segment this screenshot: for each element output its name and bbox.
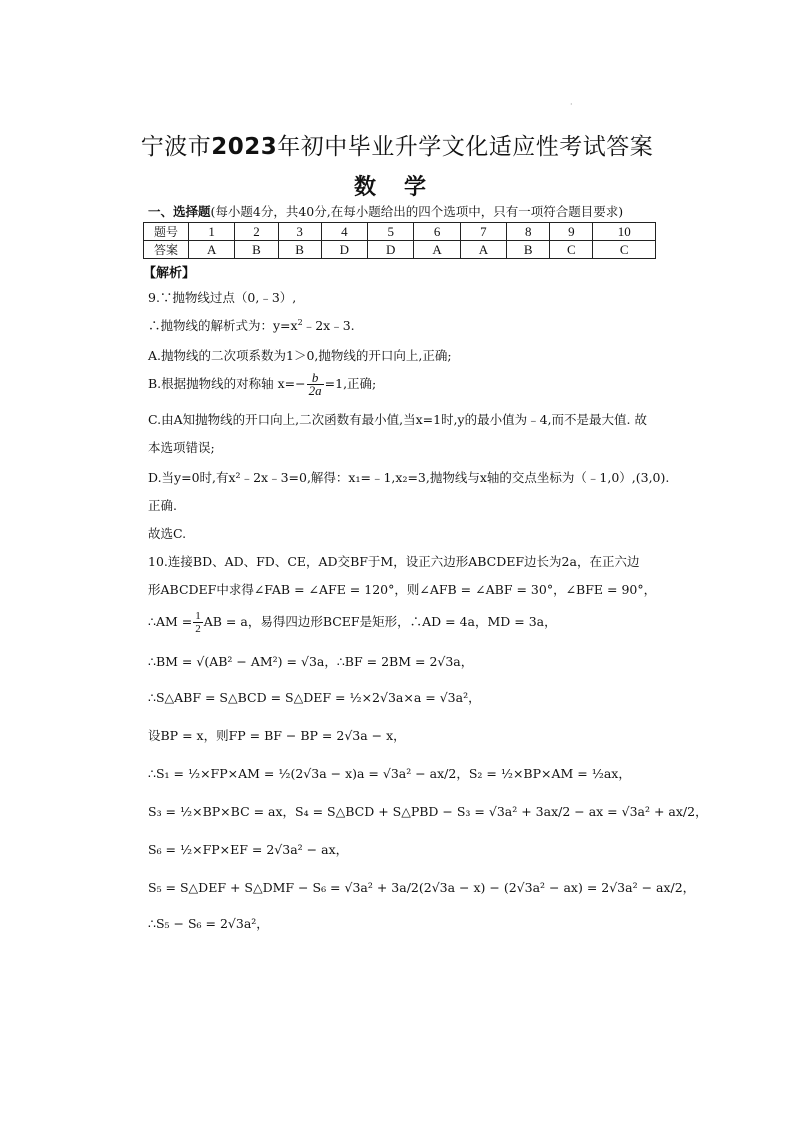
q9-line-8: 正确.	[148, 498, 177, 513]
question-number: 3	[278, 223, 321, 241]
analysis-heading: 【解析】	[143, 266, 196, 281]
q10-line-7: ∴S₁ = ½×FP×AM = ½(2√3a − x)a = √3a² − ax/2，S₂ = ½×BP×AM = ½ax，	[148, 766, 631, 781]
table-row-numbers	[144, 223, 656, 241]
q10-line-11: ∴S₅ − S₆ = 2√3a²，	[148, 916, 269, 931]
q10-line-10: S₅ = S△DEF + S△DMF − S₆ = √3a² + 3a/2(2√3a − x) − (2√3a² − ax) = 2√3a² − ax/2，	[148, 880, 696, 895]
answer-cell: D	[321, 241, 367, 259]
subject-heading: 数学	[353, 175, 454, 200]
question-number: 2	[235, 223, 278, 241]
row-label-number: 题号	[144, 223, 189, 241]
row-label-answer: 答案	[144, 241, 189, 259]
q9-line-6: 本选项错误;	[148, 440, 215, 455]
answer-cell: C	[593, 241, 656, 259]
q10-line-9: S₆ = ½×FP×EF = 2√3a² − ax，	[148, 842, 349, 857]
question-number: 5	[368, 223, 414, 241]
q9-line-5: C.由A知抛物线的开口向上,二次函数有最小值,当x=1时,y的最小值为﹣4,而不是最大值. 故	[148, 412, 647, 427]
fraction-one-half: $\frac{1}{2}$	[195, 610, 201, 635]
question-number: 6	[414, 223, 460, 241]
answer-cell: D	[368, 241, 414, 259]
q10-line-5: ∴S△ABF = S△BCD = S△DEF = ½×2√3a×a = √3a²，	[148, 690, 481, 705]
q10-line-2: 形ABCDEF中求得∠FAB = ∠AFE = 120°，则∠AFB = ∠ABF = 30°，∠BFE = 90°，	[148, 582, 657, 597]
q9-line-1: 9.∵抛物线过点（0,﹣3）,	[148, 290, 297, 305]
question-number: 4	[321, 223, 367, 241]
answer-cell: B	[235, 241, 278, 259]
section-note: (每小题4分，共40分,在每小题给出的四个选项中，只有一项符合题目要求)	[210, 204, 624, 219]
title-year: 2023	[211, 134, 278, 160]
answer-cell: A	[414, 241, 460, 259]
scan-speck: ·	[570, 100, 573, 109]
fraction-b-over-2a: $\frac{b}{2a}$	[308, 370, 322, 398]
q9-line-2: ∴抛物线的解析式为：$y=x^2﹣2x﹣3$.	[148, 318, 355, 333]
section-multiple-choice	[148, 202, 623, 220]
answer-cell: C	[550, 241, 593, 259]
document-title: 宁波市2023年初中毕业升学文化适应性考试答案	[140, 134, 654, 160]
q9-line-7: D.当y=0时,有x²﹣2x﹣3=0,解得：x₁=﹣1,x₂=3,抛物线与x轴的交点坐标为（﹣1,0）,(3,0).	[148, 470, 670, 485]
q10-line-3: ∴AM = $\frac{1}{2}$ AB = a，易得四边形BCEF是矩形，∴AD = 4a，MD = 3a，	[148, 610, 557, 635]
q9-line-9: 故选C.	[148, 526, 187, 541]
answer-cell: B	[507, 241, 550, 259]
question-number: 1	[189, 223, 235, 241]
q10-line-1: 10.连接BD、AD、FD、CE，AD交BF于M，设正六边形ABCDEF边长为2a，在正六边	[148, 554, 640, 569]
answer-cell: A	[189, 241, 235, 259]
q10-line-4: ∴BM = √(AB² − AM²) = √3a，∴BF = 2BM = 2√3a，	[148, 654, 474, 669]
answer-cell: A	[460, 241, 506, 259]
exponent-two: 2	[297, 318, 303, 327]
section-heading: 一、选择题	[148, 204, 211, 219]
question-number: 7	[460, 223, 506, 241]
answer-cell: B	[278, 241, 321, 259]
q9-line-4: B.根据抛物线的对称轴 x=− $\frac{b}{2a}$ =1,正确;	[148, 370, 377, 398]
question-number: 8	[507, 223, 550, 241]
table-row-answers	[144, 241, 656, 259]
question-number: 10	[593, 223, 656, 241]
question-number: 9	[550, 223, 593, 241]
q10-line-8: S₃ = ½×BP×BC = ax，S₄ = S△BCD + S△PBD − S₃ = √3a² + 3ax/2 − ax = √3a² + ax/2，	[148, 804, 708, 819]
q10-line-6: 设BP = x，则FP = BF − BP = 2√3a − x，	[148, 728, 406, 743]
answer-table	[143, 222, 656, 259]
q9-line-3: A.抛物线的二次项系数为1＞0,抛物线的开口向上,正确;	[148, 348, 452, 363]
